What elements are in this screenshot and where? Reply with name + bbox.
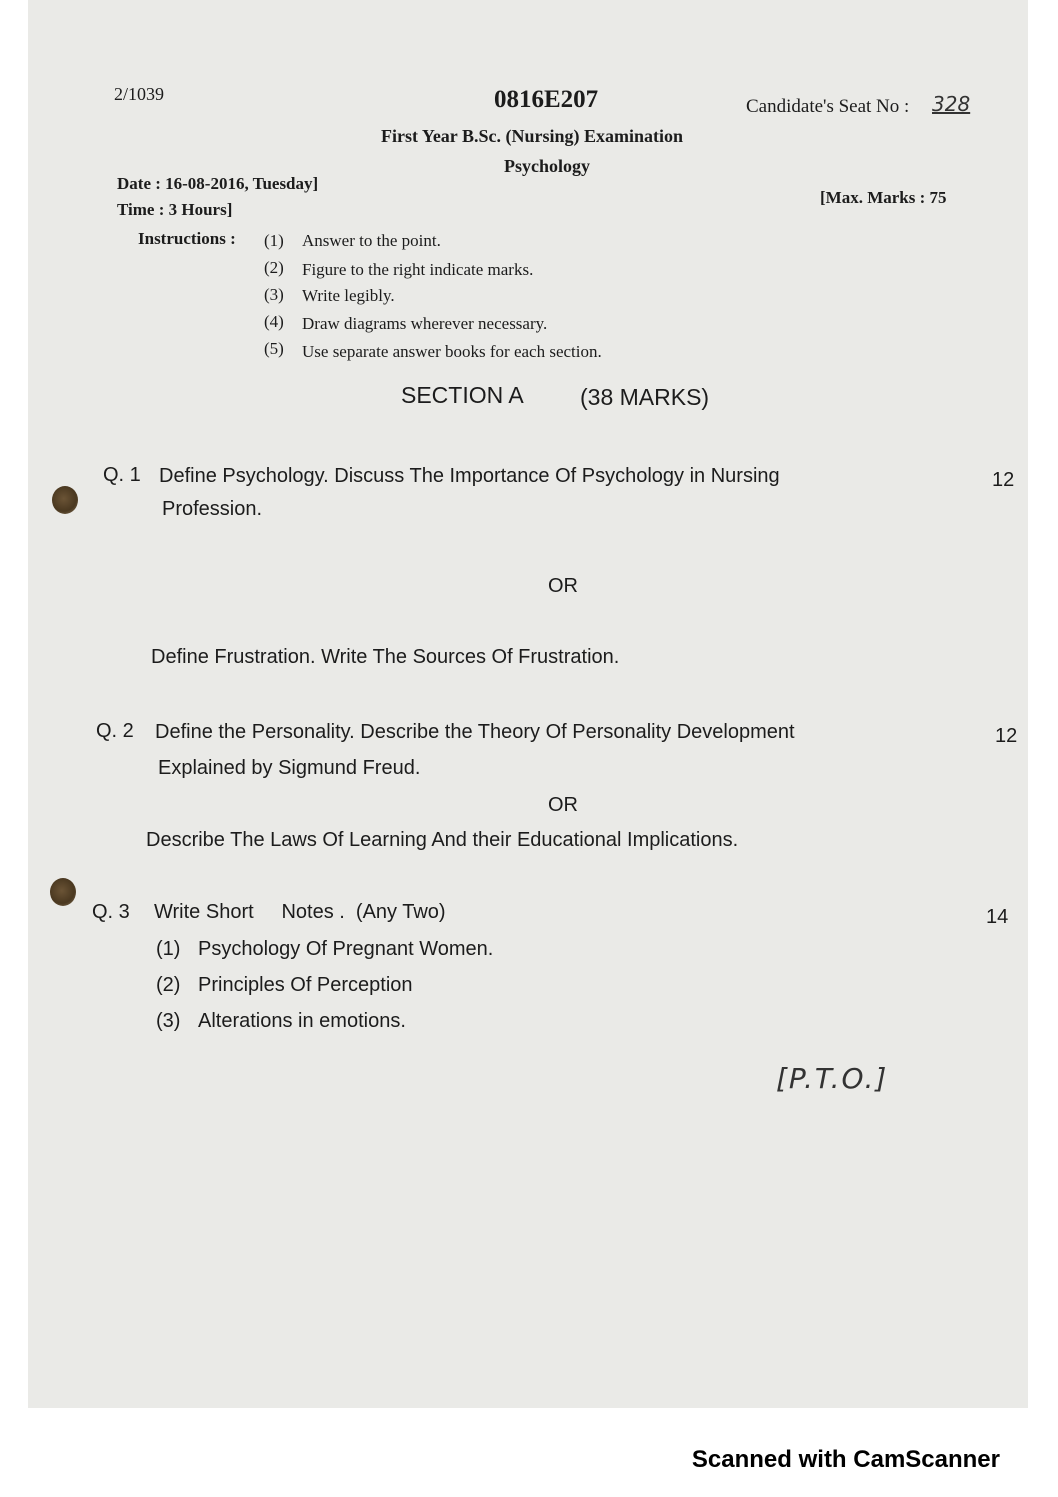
punch-hole [50, 878, 76, 906]
max-marks: [Max. Marks : 75 [820, 188, 947, 207]
instruction-number: (4) [264, 312, 284, 331]
instruction-text: Answer to the point. [302, 231, 441, 250]
or-divider: OR [548, 794, 578, 816]
question-text-continued: Explained by Sigmund Freud. [158, 757, 421, 779]
instruction-number: (5) [264, 339, 284, 358]
section-marks: (38 MARKS) [580, 384, 710, 410]
question-text: Write Short Notes . (Any Two) [154, 901, 446, 923]
alternative-question-text: Define Frustration. Write The Sources Of Frustration. [151, 646, 620, 668]
punch-hole [52, 486, 78, 514]
exam-sheet [28, 0, 1028, 1408]
question-marks: 12 [995, 725, 1018, 747]
instruction-number: (3) [264, 285, 284, 304]
instruction-text: Draw diagrams wherever necessary. [302, 314, 548, 333]
question-number: Q. 3 [92, 901, 130, 923]
scanner-watermark: Scanned with CamScanner [691, 1446, 1000, 1473]
section-heading: SECTION A [401, 382, 524, 408]
sub-question-text: Principles Of Perception [198, 974, 413, 996]
question-marks: 12 [992, 469, 1015, 491]
sub-question-number: (1) [156, 938, 181, 960]
alternative-question-text: Describe The Laws Of Learning And their Educational Implications. [146, 829, 739, 851]
paper-code: 0816E207 [494, 86, 599, 113]
instruction-text: Use separate answer books for each section. [302, 342, 602, 361]
instructions-label: Instructions : [138, 229, 236, 248]
question-number: Q. 1 [103, 464, 141, 486]
seat-number-handwritten: 328 [932, 92, 971, 116]
exam-duration: Time : 3 Hours] [117, 200, 233, 219]
paper-ref: 2/1039 [114, 84, 165, 104]
instruction-text: Figure to the right indicate marks. [302, 260, 534, 279]
sub-question-number: (2) [156, 974, 181, 996]
instruction-number: (2) [264, 258, 284, 277]
question-text-continued: Profession. [162, 498, 263, 520]
instruction-number: (1) [264, 231, 284, 250]
sub-question-number: (3) [156, 1010, 181, 1032]
subject-title: Psychology [504, 156, 591, 176]
question-marks: 14 [986, 906, 1009, 928]
pto-handwritten: [P.T.O.] [776, 1062, 889, 1095]
question-text: Define Psychology. Discuss The Importance Of Psychology in Nursing [159, 465, 780, 487]
instruction-text: Write legibly. [302, 286, 395, 305]
seat-number-label: Candidate's Seat No : [746, 96, 910, 117]
exam-title: First Year B.Sc. (Nursing) Examination [381, 126, 684, 146]
sub-question-text: Alterations in emotions. [198, 1010, 406, 1032]
sub-question-text: Psychology Of Pregnant Women. [198, 938, 494, 960]
question-number: Q. 2 [96, 720, 134, 742]
exam-date: Date : 16-08-2016, Tuesday] [117, 174, 319, 193]
question-text: Define the Personality. Describe the Theory Of Personality Development [155, 721, 795, 743]
or-divider: OR [548, 575, 578, 597]
